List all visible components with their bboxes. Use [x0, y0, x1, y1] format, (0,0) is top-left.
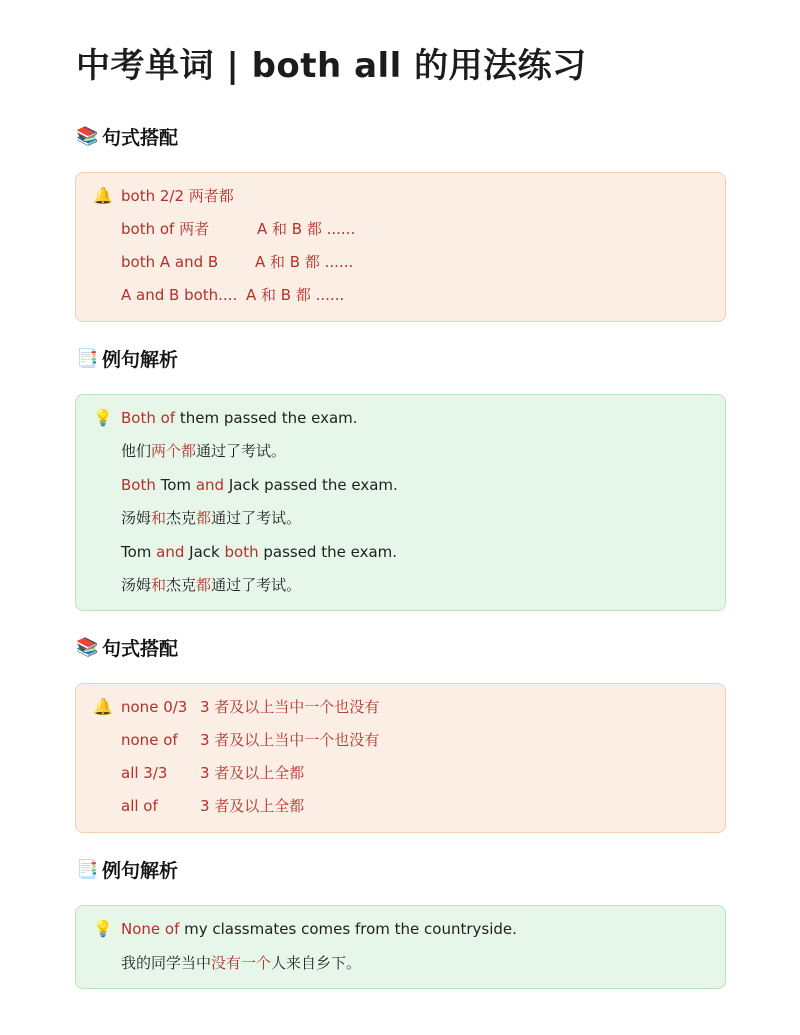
- example-sentence-en: Both of them passed the exam.: [121, 409, 358, 427]
- examples-box-none: [75, 905, 726, 989]
- collocation-line: both of 两者 A 和 B 都 ......: [121, 220, 356, 238]
- example-sentence-en: None of my classmates comes from the countryside.: [121, 920, 517, 938]
- lightbulb-icon: 💡: [93, 919, 113, 938]
- collocation-line: A and B both.... A 和 B 都 ......: [121, 286, 345, 304]
- section-heading-text: 例句解析: [102, 349, 179, 371]
- bell-icon: 🔔: [93, 186, 113, 205]
- page-title: 中考单词 | both all 的用法练习: [76, 46, 587, 86]
- section-heading-examples-2: [76, 856, 178, 883]
- collocation-line: all 3/3 3 者及以上全都: [121, 764, 305, 782]
- collocation-line: none 0/3 3 者及以上当中一个也没有: [121, 698, 380, 716]
- books-icon: 📚: [76, 637, 99, 658]
- books-icon: 📚: [76, 126, 99, 147]
- collocation-box-both: [75, 172, 726, 322]
- section-heading-collocation-2: [76, 634, 178, 661]
- examples-box-both: [75, 394, 726, 611]
- collocation-line: both 2/2 两者都: [121, 187, 234, 205]
- example-sentence-zh: 汤姆和杰克都通过了考试。: [121, 576, 302, 594]
- section-heading-text: 例句解析: [102, 860, 179, 882]
- section-heading-text: 句式搭配: [102, 127, 179, 149]
- collocation-line: all of 3 者及以上全都: [121, 797, 305, 815]
- bell-icon: 🔔: [93, 697, 113, 716]
- example-sentence-zh: 汤姆和杰克都通过了考试。: [121, 509, 302, 527]
- section-heading-text: 句式搭配: [102, 638, 179, 660]
- example-sentence-en: Tom and Jack both passed the exam.: [121, 543, 398, 561]
- bookmark-tabs-icon: 📑: [76, 859, 99, 880]
- collocation-box-none-all: [75, 683, 726, 833]
- bookmark-tabs-icon: 📑: [76, 348, 99, 369]
- collocation-line: none of 3 者及以上当中一个也没有: [121, 731, 380, 749]
- lightbulb-icon: 💡: [93, 408, 113, 427]
- collocation-line: both A and B A 和 B 都 ......: [121, 253, 354, 271]
- example-sentence-en: Both Tom and Jack passed the exam.: [121, 476, 398, 494]
- example-sentence-zh: 我的同学当中没有一个人来自乡下。: [121, 954, 362, 972]
- section-heading-collocation-1: [76, 123, 178, 150]
- example-sentence-zh: 他们两个都通过了考试。: [121, 442, 287, 460]
- section-heading-examples-1: [76, 345, 178, 372]
